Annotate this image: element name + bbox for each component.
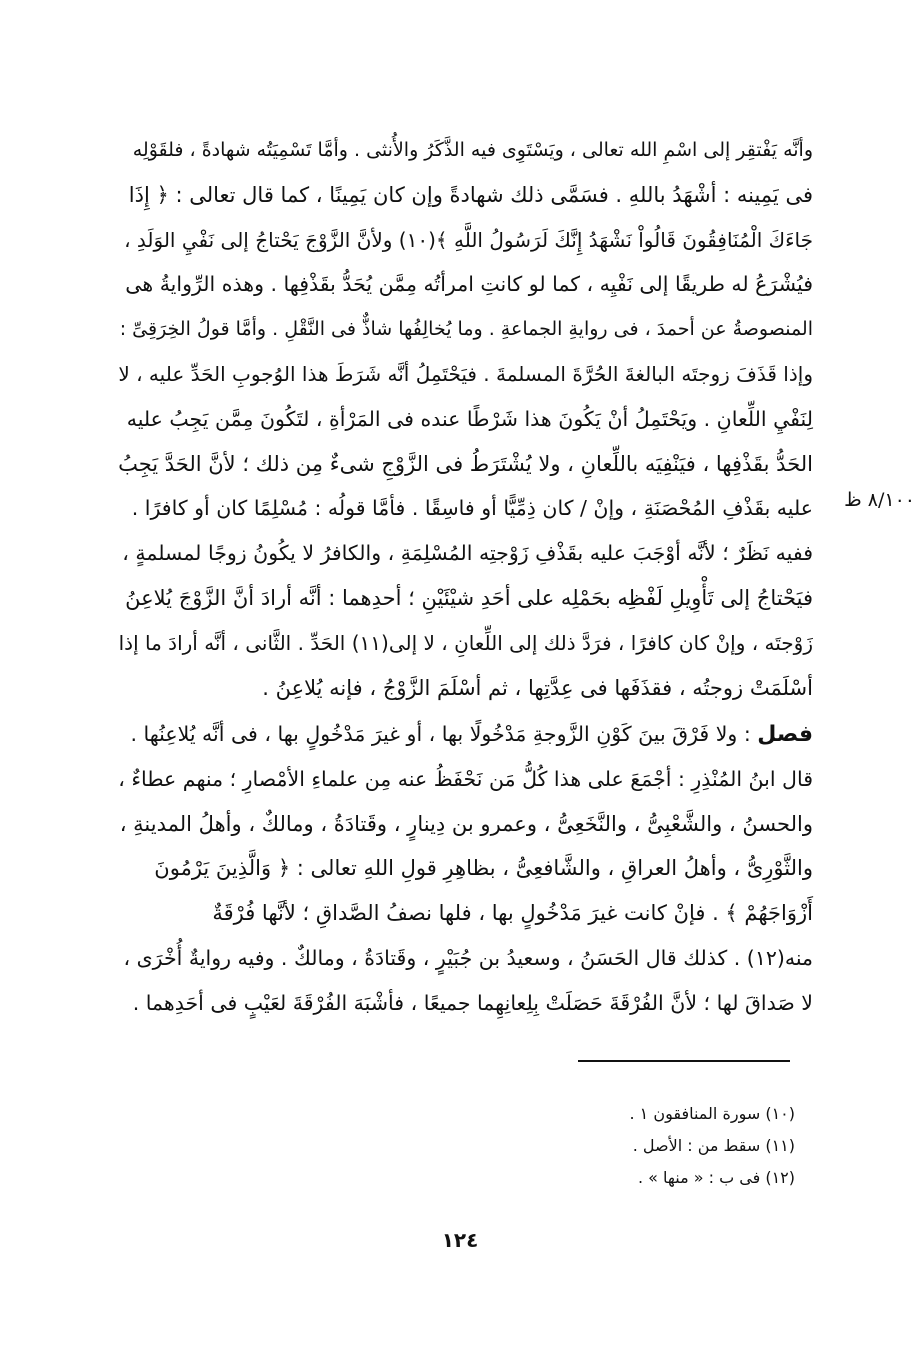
footnote: (١٢) فى ب : « منها » .: [637, 1168, 795, 1187]
footnotes: [500, 1098, 795, 1194]
text-line: لِنَفْيِ اللِّعانِ . ويَحْتَمِلُ أنْ يَكُونَ هذا شَرْطًا عنده فى المَرْأةِ ، لتَكُونَ مِمَّن يَجِبُ عليه: [126, 406, 813, 431]
footnote-divider: [578, 1060, 790, 1062]
text-line: زَوْجتَه ، وإنْ كان كافرًا ، فرَدَّ ذلك إلى اللِّعانِ ، لا إلى(١١) الحَدِّ . الثَّانى ، أنَّه أرادَ ما إذا: [118, 630, 813, 655]
text-line: الحَدُّ بقَذْفِها ، فيَنْفِيَه باللِّعانِ ، ولا يُشْتَرَطُ فى الزَّوْجِ شىءٌ مِن ذلك ؛ لأنَّ الحَدَّ يَجِبُ: [118, 451, 813, 476]
text-line: فيَحْتاجُ إلى تَأْوِيلِ لَفْظِه بحَمْلِه على أحَدِ شيْئَيْنِ ؛ أحدِهما : أنَّه أرادَ أنَّ الزَّوْجَ يُلاعِنُ: [125, 585, 813, 610]
text-line: أَزْوَاجَهُمْ ﴾ . فإنْ كانت غيرَ مَدْخُولٍ بها ، فلها نصفُ الصَّداقِ ؛ لأنَّها فُرْقَةٌ: [212, 901, 813, 926]
text-line: ففيه نَظَرٌ ؛ لأنَّه أوْجَبَ عليه بقَذْفِ زَوْجتِه المُسْلِمَةِ ، والكافرُ لا يكُونُ زوجًا لمسلمةٍ ،: [122, 541, 813, 566]
text-line: لا صَداقَ لها ؛ لأنَّ الفُرْقَةَ حَصَلَتْ بِلِعانِهِما جميعًا ، فأشْبَهَ الفُرْقَةَ لعَيْبٍ فى أحَدِهما .: [132, 990, 813, 1015]
section-first-line: [118, 712, 813, 757]
text-line: وأنَّه يَفْتقِر إلى اسْمِ الله تعالى ، ويَسْتَوِى فيه الذَّكَرُ والأُنثى . وأمَّا تَسْمِيَتُه شهادةً ، فلقَوْلِه: [132, 139, 813, 161]
section-first-line-text: : ولا فَرْقَ بينَ كَوْنِ الزَّوجةِ مَدْخُولًا بها ، أو غيرَ مَدْخُولٍ بها ، فى أنَّه يُلاعِنُها .: [130, 722, 751, 746]
footnote: (١٠) سورة المنافقون ١ .: [629, 1104, 795, 1123]
text-line: قال ابنُ المُنْذِرِ : أجْمَعَ على هذا كُلُّ مَن نَحْفَظُ عنه مِن علماءِ الأمْصارِ ؛ منهم عطاءٌ ،: [118, 766, 813, 791]
page-number: ١٢٤: [441, 1228, 479, 1252]
text-line: أسْلَمَتْ زوجتُه ، فقذَفَها فى عِدَّتِها ، ثم أسْلَمَ الزَّوْجُ ، فإنه يُلاعِنُ .: [262, 675, 813, 700]
text-line: جَاءَكَ الْمُنَافِقُونَ قَالُواْ نَشْهَدُ إِنَّكَ لَرَسُولُ اللَّهِ ﴾(١٠) ولأنَّ الزَّوْجَ يَحْتاجُ إلى نَفْيِ الوَلَدِ ،: [124, 227, 813, 252]
text-line: منه(١٢) . كذلك قال الحَسَنُ ، وسعيدُ بن جُبَيْرٍ ، وقَتادَةُ ، ومالكٌ . وفيه روايةٌ أُخْرَى ،: [123, 945, 813, 970]
text-line: فيُشْرَعُ له طريقًا إلى نَفْيِه ، كما لو كانتِ امرأتُه مِمَّن يُحَدُّ بقَذْفِها . وهذه الرِّوايةُ هى: [125, 272, 813, 297]
footnote: (١١) سقط من : الأصل .: [632, 1136, 795, 1155]
text-line: عليه بقَذْفِ المُحْصَنَةِ ، وإنْ / كان ذِمِّيًّا أو فاسِقًا . فأمَّا قولُه : مُسْلِمًا كان أو كافرًا .: [131, 496, 813, 521]
margin-folio-note: ٨/١٠٠ ظ: [844, 489, 915, 511]
main-text-block: [118, 128, 813, 710]
text-line: والحسنُ ، والشَّعْبِىُّ ، والنَّخَعِىُّ ، وعمرو بن دِينارٍ ، وقَتادَةُ ، ومالكٌ ، وأهلُ المدينةِ ،: [119, 811, 813, 836]
text-line: والثَّوْرِىُّ ، وأهلُ العراقِ ، والشَّافعِىُّ ، بظاهِرِ قولِ اللهِ تعالى : ﴿ وَالَّذِينَ يَرْمُونَ: [154, 856, 813, 881]
text-line: فى يَمِينه : أشْهَدُ باللهِ . فسَمَّى ذلك شهادةً وإن كان يَمِينًا ، كما قال تعالى : ﴿ إِذَا: [128, 182, 813, 207]
section-text-block: [118, 712, 813, 1026]
text-line: المنصوصةُ عن أحمدَ ، فى روايةِ الجماعةِ . وما يُخالِفُها شاذٌّ فى النَّقْلِ . وأمَّا قولُ الخِرَقِىِّ :: [119, 318, 813, 341]
text-line: وإذا قَذَفَ زوجتَه البالغةَ الحُرَّةَ المسلمةَ . فيَحْتَمِلُ أنَّه شَرَطَ هذا الوُجوبِ الحَدِّ عليه ، لا: [118, 361, 813, 386]
section-heading: فصل: [757, 722, 813, 747]
